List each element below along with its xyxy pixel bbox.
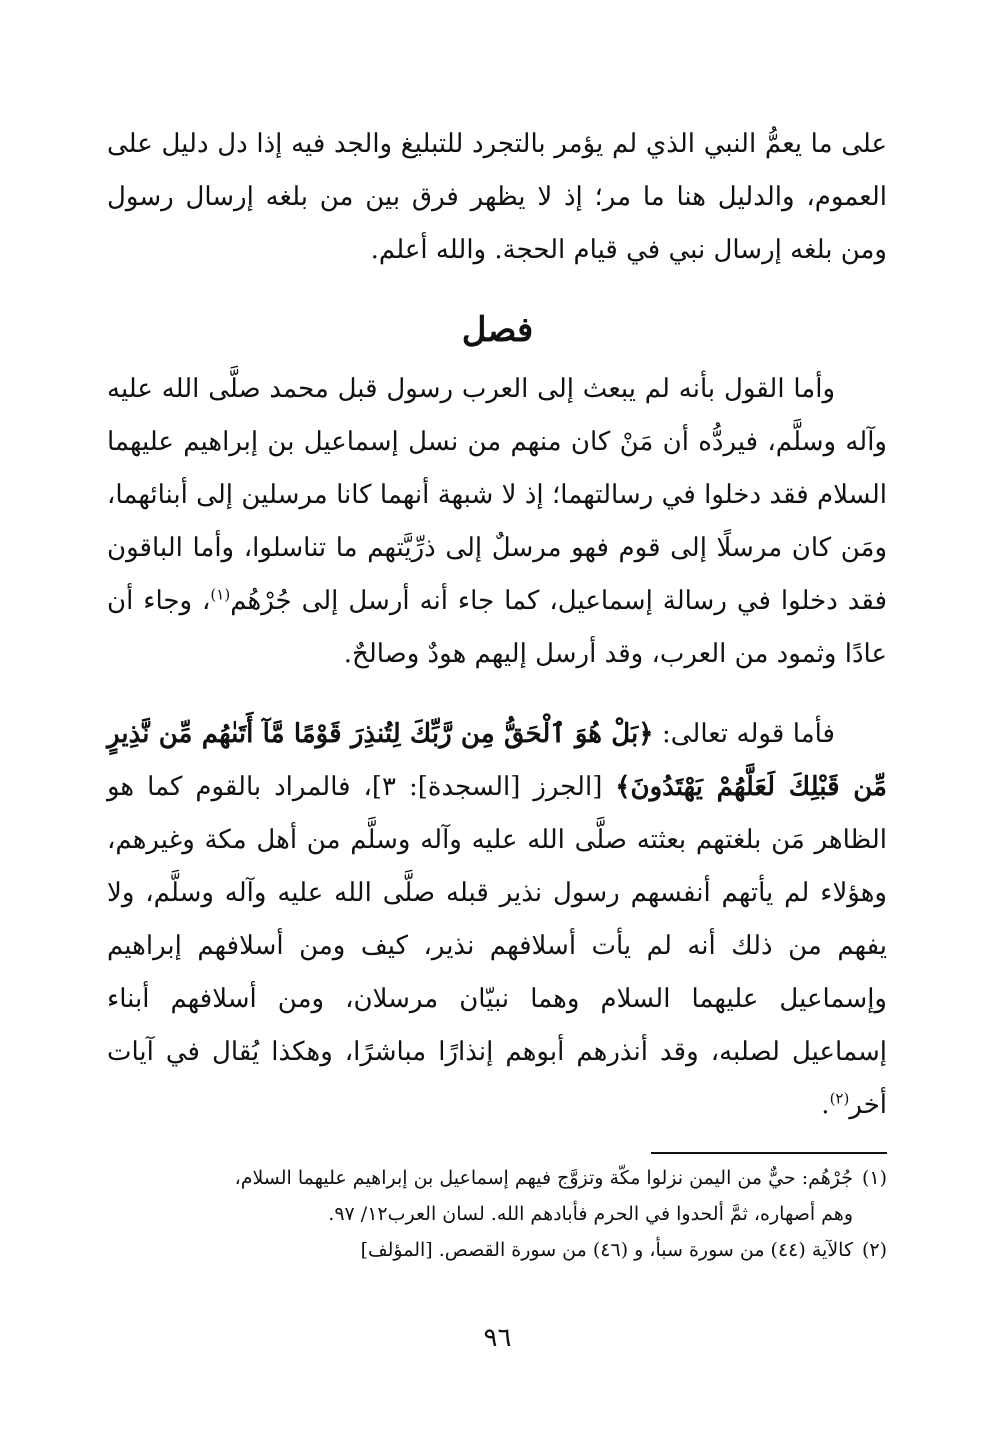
paragraph-3-body: ، فالمراد بالقوم كما هو الظاهر مَن بلغتهم بعثته صلَّى الله عليه وآله وسلَّم من أهل مكة وغيرهم، وهؤلاء لم يأتهم أنفسهم رسول نذير قبله صلَّى الله عليه وآله وسلَّم، ولا يفهم من ذلك أنه لم يأت أسلافهم نذير، كيف ومن أسلافهم إبراهيم وإسماعيل عليهما السلام وهما نبيّان مرسلان، ومن أسلافهم أبناء إسماعيل لصلبه، وقد أنذرهم أبوهم إنذارًا مباشرًا، وهكذا يُقال في آيات أخر: [107, 772, 887, 1120]
paragraph-2: [107, 363, 887, 681]
footnote-2-number: (٢): [861, 1239, 887, 1261]
footnote-2: [107, 1232, 887, 1268]
footnotes: [107, 1160, 887, 1268]
paragraph-2-text-b: ، وجاء أن عادًا وثمود من العرب، وقد أرسل إليهم هودٌ وصالحٌ.: [107, 586, 887, 669]
paragraph-3: [107, 708, 887, 1132]
footnote-ref-2: (٢): [829, 1089, 850, 1108]
footnote-ref-1: (١): [210, 585, 231, 604]
footnote-2-line-1: كالآية (٤٤) من سورة سبأ، و (٤٦) من سورة القصص. [المؤلف]: [360, 1239, 853, 1261]
footnote-1-line-1: جُرْهُم: حيٌّ من اليمن نزلوا مكّة وتزوَّج فيهم إسماعيل بن إبراهيم عليهما السلام،: [234, 1167, 853, 1189]
paragraph-3-end: .: [821, 1090, 830, 1120]
footnote-1-line-2: وهم أصهاره، ثمَّ ألحدوا في الحرم فأبادهم الله. لسان العرب١٢/ ٩٧.: [328, 1203, 853, 1225]
footnote-1-number: (١): [861, 1167, 887, 1189]
paragraph-1-text: على ما يعمُّ النبي الذي لم يؤمر بالتجرد للتبليغ والجد فيه إذا دل دليل على العموم، والدليل هنا ما مر؛ إذ لا يظهر فرق بين من بلغه إرسال رسول ومن بلغه إرسال نبي في قيام الحجة. والله أعلم.: [107, 129, 887, 265]
quran-verse: ﴿بَلْ هُوَ ٱلْحَقُّ مِن رَّبِّكَ لِتُنذِرَ قَوْمًا مَّآ أَتَىٰهُم مِّن نَّذِيرٍ مِّن قَبْلِكَ لَعَلَّهُمْ يَهْتَدُونَ﴾: [107, 719, 887, 802]
paragraph-1: [107, 118, 887, 277]
paragraph-3-intro: فأما قوله تعالى:: [653, 719, 835, 749]
footnote-1: [107, 1160, 887, 1196]
footnote-divider: [651, 1152, 887, 1154]
section-title: فصل: [461, 310, 534, 350]
page-number: ٩٦: [483, 1323, 512, 1353]
verse-citation: [الجرز [السجدة]: ٣]: [371, 772, 616, 802]
paragraph-2-text-a: وأما القول بأنه لم يبعث إلى العرب رسول قبل محمد صلَّى الله عليه وآله وسلَّم، فيردُّه أن مَنْ كان منهم من نسل إسماعيل بن إبراهيم عليهما السلام فقد دخلوا في رسالتهما؛ إذ لا شبهة أنهما كانا مرسلين إلى أبنائهما، ومَن كان مرسلًا إلى قوم فهو مرسلٌ إلى ذرِّيَّتهم ما تناسلوا، وأما الباقون فقد دخلوا في رسالة إسماعيل، كما جاء أنه أرسل إلى جُرْهُم: [107, 374, 887, 616]
footnote-1-continuation: [107, 1196, 887, 1232]
